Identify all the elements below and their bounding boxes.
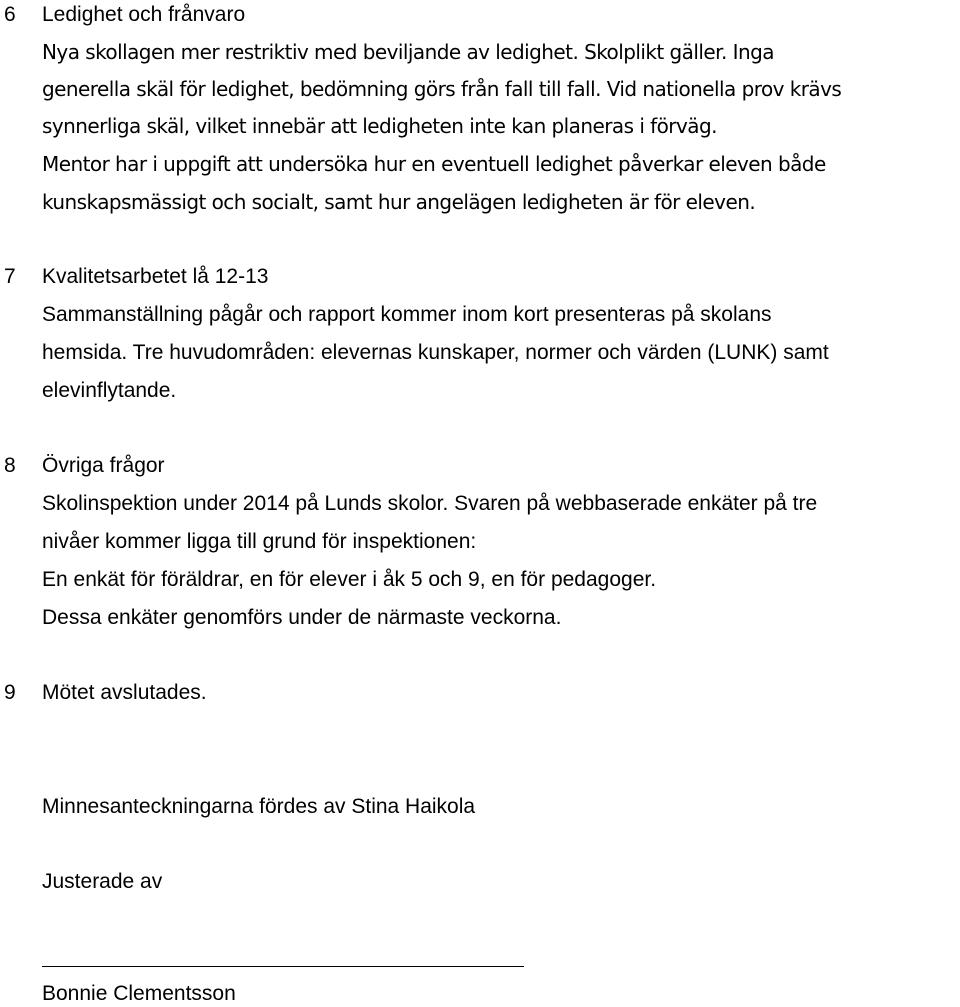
section-text-line: hemsida. Tre huvudområden: elevernas kunskaper, normer och värden (LUNK) samt [42,341,829,364]
section-number: 8 [4,454,16,477]
section-text-line: Skolinspektion under 2014 på Lunds skolor. Svaren på webbaserade enkäter på tre [42,492,818,515]
adjusted-by-text: Justerade av [42,870,163,893]
section-text-line: Sammanställning pågår och rapport kommer inom kort presenteras på skolans [42,303,772,326]
section-heading: Mötet avslutades. [42,681,207,704]
section-number: 7 [4,265,16,288]
section-text-line: En enkät för föräldrar, en för elever i åk 5 och 9, en för pedagoger. [42,568,657,591]
section-text-line: Nya skollagen mer restriktiv med beviljande av ledighet. Skolplikt gäller. Inga [42,40,774,64]
section-number: 6 [4,3,16,26]
section-text-line: Dessa enkäter genomförs under de närmaste veckorna. [42,606,562,629]
section-text-line: kunskapsmässigt och socialt, samt hur angelägen ledigheten är för eleven. [42,190,756,214]
section-text-line: elevinflytande. [42,379,177,402]
section-heading: Ledighet och frånvaro [42,3,246,26]
signature-line [42,966,524,967]
section-text-line: generella skäl för ledighet, bedömning görs från fall till fall. Vid nationella prov krävs [42,77,842,101]
section-heading: Övriga frågor [42,454,165,477]
section-text-line: Mentor har i uppgift att undersöka hur en eventuell ledighet påverkar eleven både [42,152,826,176]
signatory-name: Bonnie Clementsson [42,982,236,1005]
section-text-line: nivåer kommer ligga till grund för inspektionen: [42,530,477,553]
minutes-by-text: Minnesanteckningarna fördes av Stina Haikola [42,795,476,818]
section-heading: Kvalitetsarbetet lå 12-13 [42,265,269,288]
section-text-line: synnerliga skäl, vilket innebär att ledigheten inte kan planeras i förväg. [42,114,717,138]
section-number: 9 [4,681,16,704]
